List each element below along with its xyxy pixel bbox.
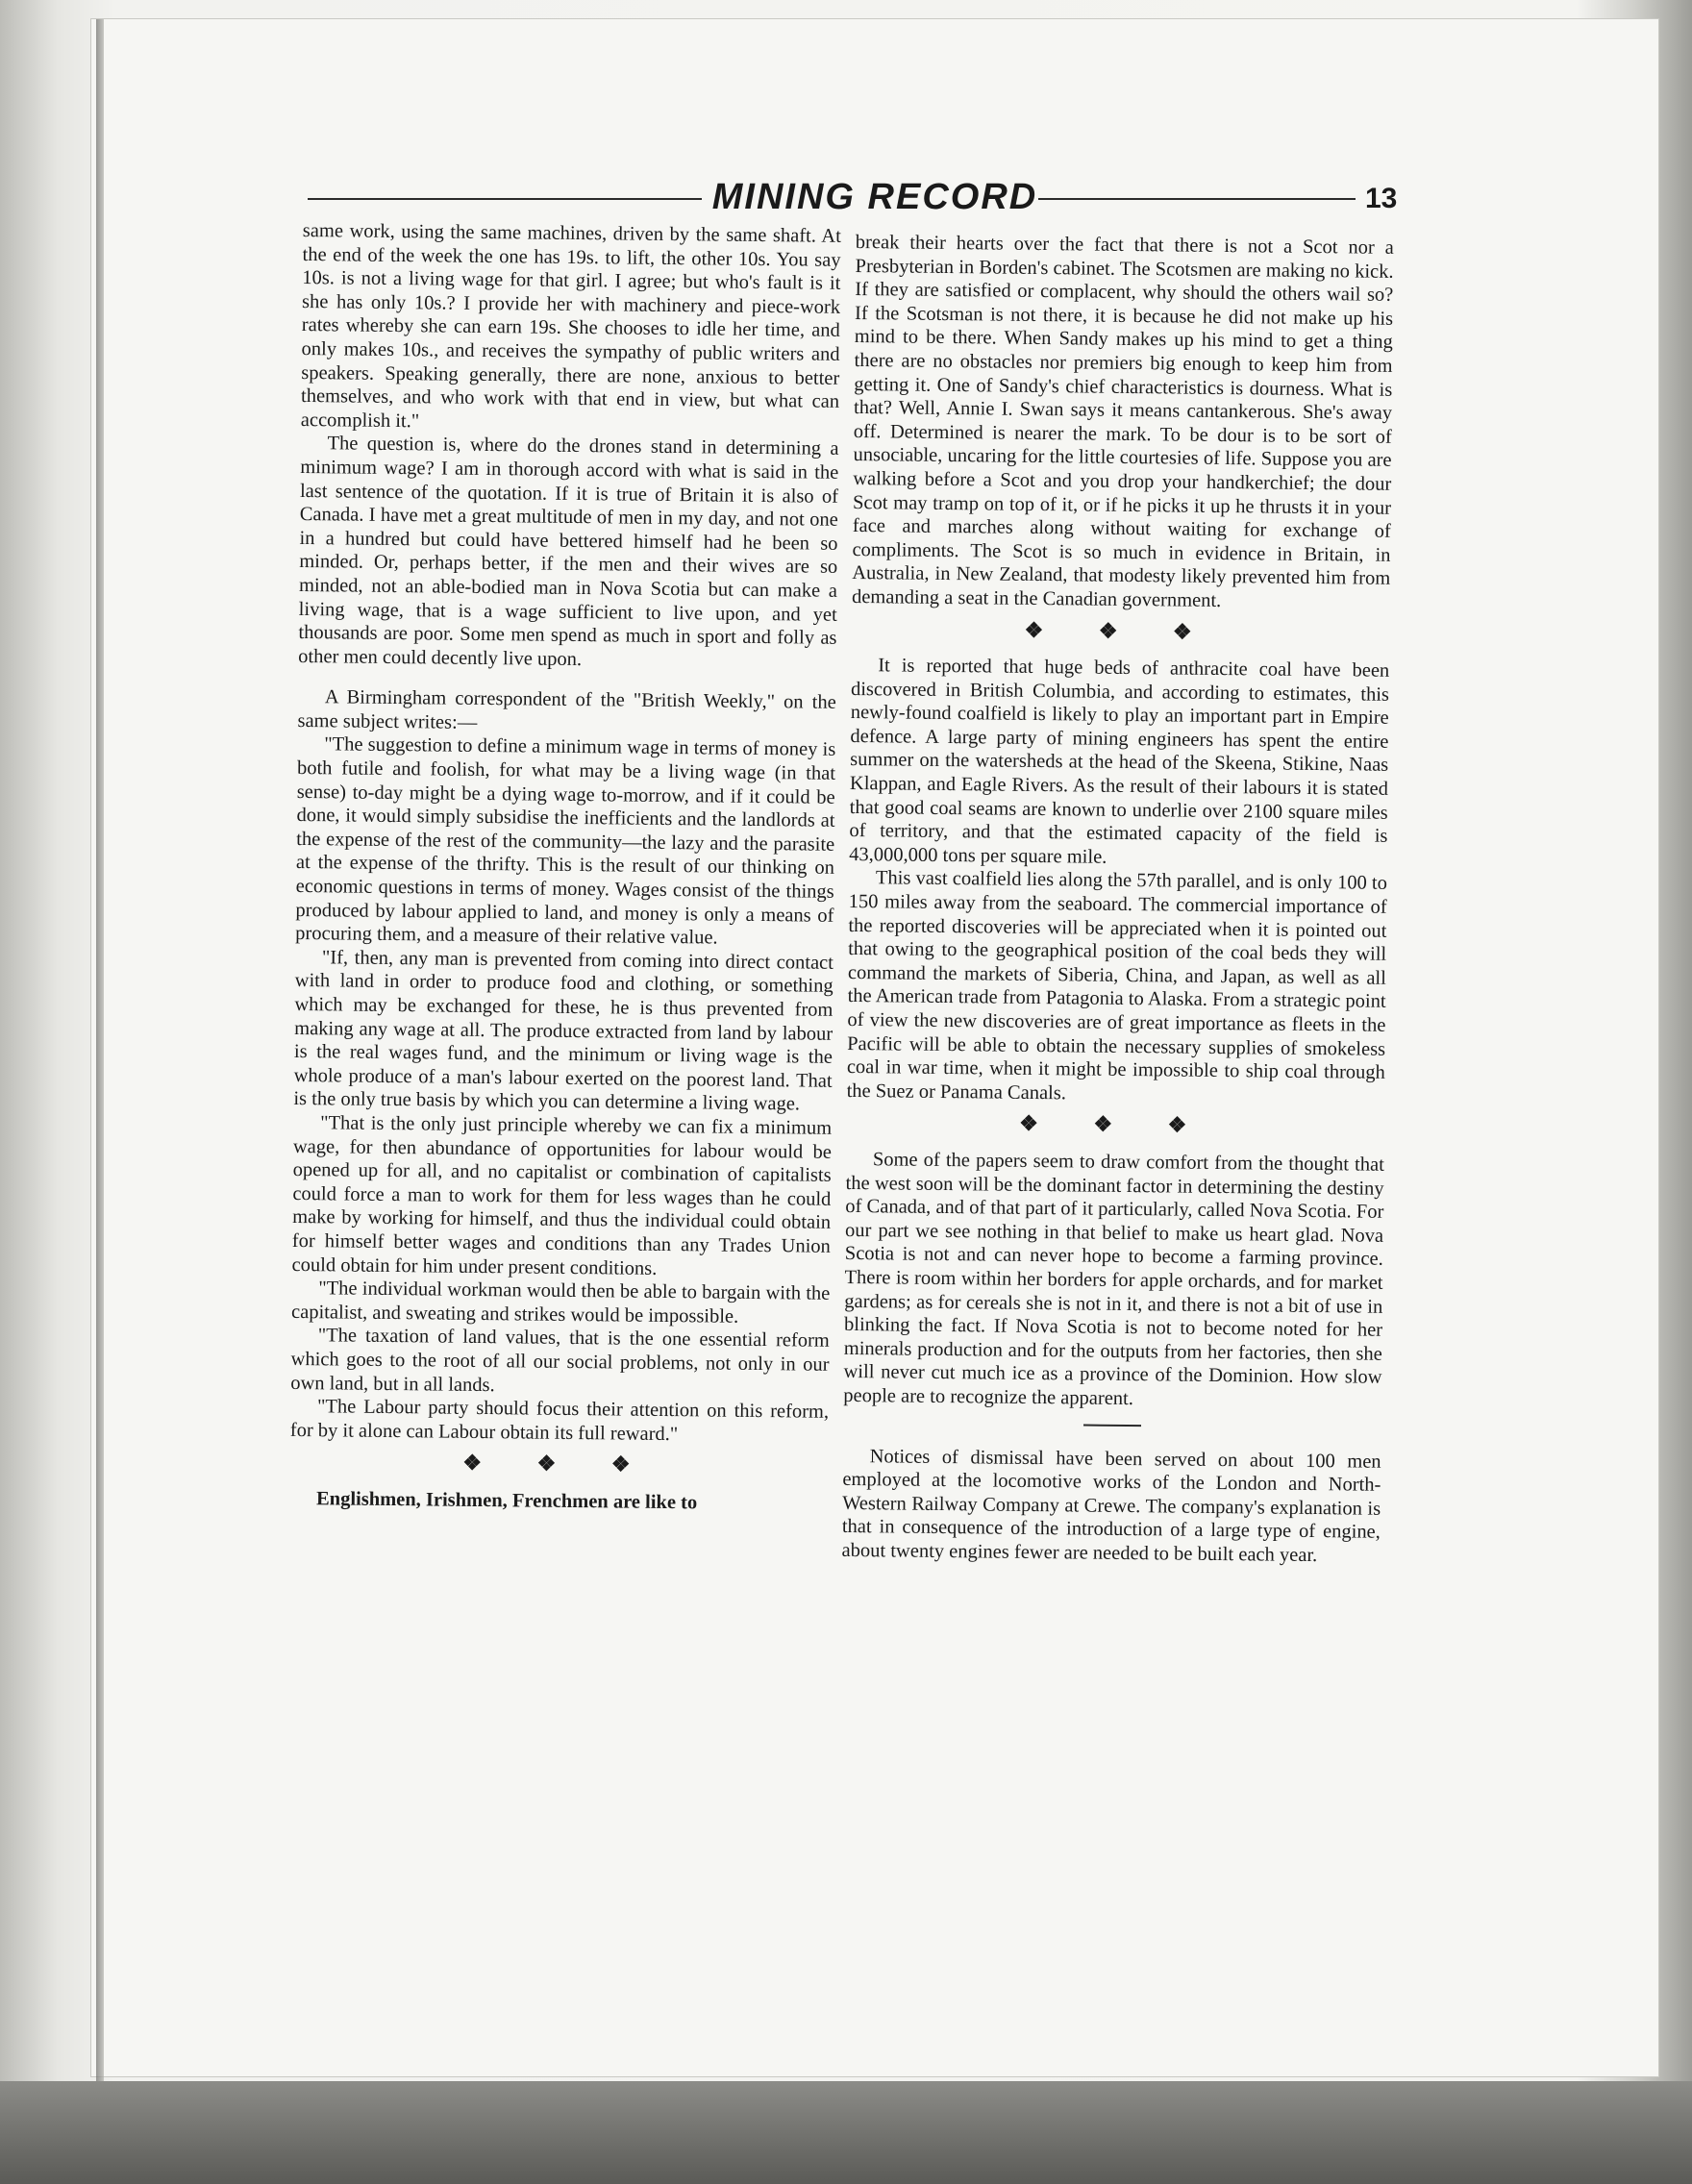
section-ornament: ❖ ❖ ❖ <box>462 1451 656 1477</box>
section-ornament: ❖ ❖ ❖ <box>1019 1111 1212 1138</box>
publication-title: MINING RECORD <box>711 177 1038 217</box>
quotation-paragraph: "The taxation of land values, that is the one essential reform which goes to the root of all our social problems, not only in our own land, but in all lands. <box>290 1325 830 1396</box>
section-ornament: ❖ ❖ ❖ <box>1024 617 1217 644</box>
quotation-paragraph: "The Labour party should focus their attention on this reform, for by it alone can Labour obtain its full reward." <box>289 1396 830 1445</box>
header-rule-left <box>308 198 702 200</box>
quotation-paragraph: "The suggestion to define a minimum wage in terms of money is both futile and foolish, for what may be a living wage (in that sense) to-day might be a dying wage to-morrow, and if it could be done, it would simply subsidise the inefficients and the landlords at the expense of the rest of the community—the lazy and the parasite at the expense of the thrifty. This is the result of our thinking on economic questions in terms of money. Wages consist of the things produced by labour applied to land, and money is only a means of procuring them, and a measure of their relative value. <box>295 733 836 949</box>
page-header <box>308 177 1423 225</box>
paragraph: Some of the papers seem to draw comfort from the thought that the west soon will be the dominant factor in determining the destiny of Canada, and of that part of it particularly, called Nova Scotia. For our part we see nothing in that belief to make us heart glad. Nova Scotia is not and can never hope to become a farming province. There is room within her borders for apple orchards, and for market gardens; as for cereals she is not in it, and there is not a bit of use in blinking the fact. If Nova Scotia is not to become noted for her minerals production and for the outputs from her factories, then she will never cut much ice as a province of the Dominion. How slow people are to recognize the apparent. <box>843 1149 1384 1409</box>
paragraph: This vast coalfield lies along the 57th parallel, and is only 100 to 150 miles away from the seaboard. The commercial importance of the reported discoveries will be appreciated when it is pointed out that owing to the geographical position of the coal beds they will command the markets of Siberia, China, and Japan, as well as all the American trade from Patagonia to Alaska. From a strategic point of view the new discoveries are of great importance as fleets in the Pacific will be able to obtain the necessary supplies of smokeless coal in war time, when it might be impossible to ship coal through the Suez or Panama Canals. <box>846 867 1388 1104</box>
page-number: 13 <box>1365 183 1398 214</box>
paragraph: Notices of dismissal have been served on about 100 men employed at the locomotive works of the London and North-Western Railway Company at Crewe. The company's explanation is that in consequence of the introduction of a large type of engine, about twenty engines fewer are needed to be built each year. <box>841 1445 1381 1566</box>
quotation-paragraph: "The individual workman would then be able to bargain with the capitalist, and sweating and strikes would be impossible. <box>290 1278 831 1328</box>
page-binding-edge <box>96 19 104 2086</box>
section-separator <box>1083 1424 1141 1427</box>
quotation-paragraph: "If, then, any man is prevented from coming into direct contact with land in order to produce food and clothing, or something which may be exchanged for these, he is thus prevented from making any wage at all. The produce extracted from land by labour is the real wages fund, and the minimum or living wage is the whole produce of a man's labour exerted on the poorest land. That is the only true basis by which you can determine a living wage. <box>293 947 834 1115</box>
quotation-paragraph: "That is the only just principle whereby we can fix a minimum wage, for then abundance of opportunities for labour would be opened up for all, and no capitalist or combination of capitalists could force a man to work for them for less wages than he could make by working for himself, and thus the individual could obtain for himself better wages and conditions than any Trades Union could obtain for him under present conditions. <box>291 1112 833 1279</box>
right-column <box>841 231 1393 1568</box>
paragraph: It is reported that huge beds of anthracite coal have been discovered in British Columbia, and according to estimates, this newly-found coalfield is likely to play an important part in Empire defence. A large party of mining engineers has spent the entire summer on the watersheds at the head of the Skeena, Stikine, Naas Klappan, and Eagle Rivers. As the result of their labours it is stated that good coal seams are known to underlie over 2100 square miles of territory, and that the estimated capacity of the field is 43,000,000 tons per square mile. <box>849 655 1390 868</box>
left-column <box>289 219 841 1516</box>
header-rule-right <box>1038 198 1356 200</box>
paragraph: break their hearts over the fact that there is not a Scot nor a Presbyterian in Borden's cabinet. The Scotsmen are making no kick. If they are satisfied or complacent, why should the others wail so? If the Scotsman is not there, it is because he did not make up his mind to be there. When Sandy makes up his mind to get a thing there are no obstacles nor premiers big enough to keep him from getting it. One of Sandy's chief characteristics is dourness. What is that? Well, Annie I. Swan says it means cantankerous. She's away off. Determined is nearer the mark. To be dour is to be sort of unsociable, uncaring for the little courtesies of life. Suppose you are walking before a Scot and you drop your handkerchief; the dour Scot may tramp on top of it, or if he picks it up he thrusts it in your face and marches along without waiting for exchange of compliments. The Scot is so much in evidence in Britain, in Australia, in New Zealand, that modesty likely prevented him from demanding a seat in the Canadian government. <box>851 231 1394 611</box>
paragraph: Englishmen, Irishmen, Frenchmen are like to <box>315 1488 698 1514</box>
paragraph: A Birmingham correspondent of the "British Weekly," on the same subject writes:— <box>297 686 836 733</box>
paragraph: The question is, where do the drones stand in determining a minimum wage? I am in thorough accord with what is said in the last sentence of the quotation. If it is true of Britain it is also of Canada. I have met a great multitude of men in my day, and not one in a hundred but could have bettered himself had he been so minded. Or, perhaps better, if the men and their wives are so minded, not an able-bodied man in Nova Scotia but can make a living wage, that is a wage sufficient to live upon, and yet thousands are poor. Some men spend as much in sport and folly as other men could decently live upon. <box>298 433 839 670</box>
paragraph: same work, using the same machines, driven by the same shaft. At the end of the week the one has 19s. to lift, the other 10s. You say 10s. is not a living wage for that girl. I agree; but who's fault is it she has only 10s.? I provide her with machinery and piece-work rates whereby she can earn 19s. She chooses to idle her time, and only makes 10s., and receives the sympathy of public writers and speakers. Speaking generally, there are none, anxious to better themselves, and who work with that end in view, but what can accomplish it." <box>300 219 841 433</box>
scanner-bottom-edge <box>0 2081 1692 2184</box>
